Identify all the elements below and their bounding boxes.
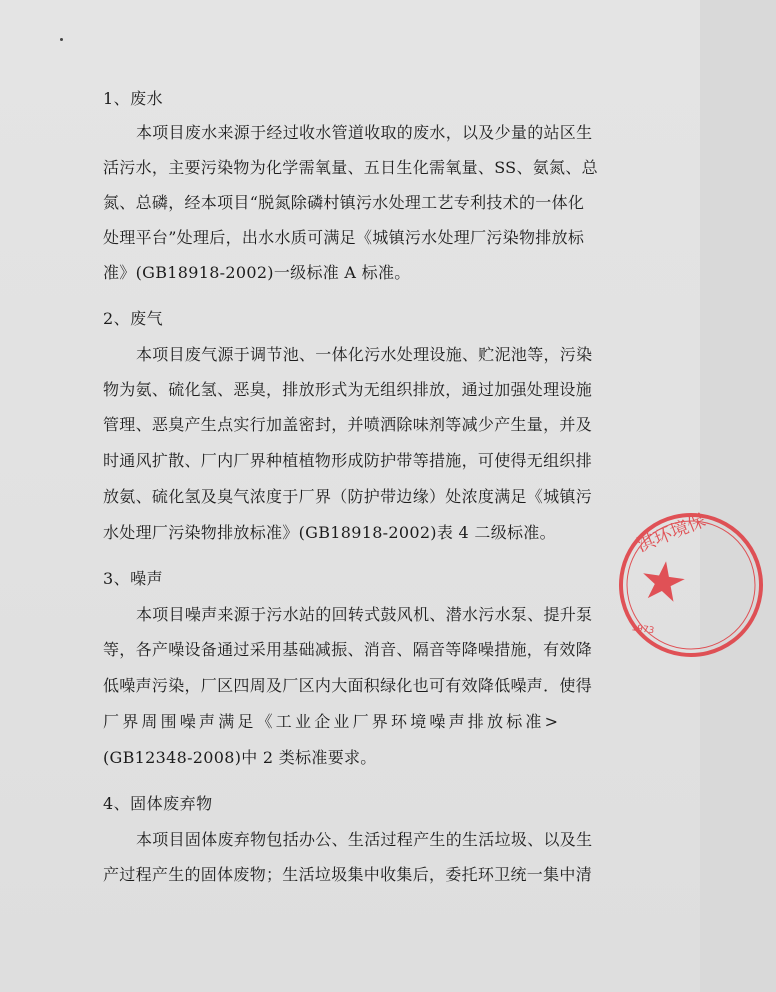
paragraph-line: 产过程产生的固体废物；生活垃圾集中收集后，委托环卫统一集中清	[103, 865, 593, 884]
paragraph-line: 低噪声污染，厂区四周及厂区内大面积绿化也可有效降低噪声．使得	[103, 676, 593, 695]
section-heading-wastewater: 1、废水	[103, 89, 164, 108]
star-icon	[640, 558, 687, 602]
paragraph-line: 处理平台”处理后，出水水质可满足《城镇污水处理厂污染物排放标	[103, 228, 585, 247]
official-seal	[606, 500, 775, 669]
section-heading-exhaust-gas: 2、废气	[103, 309, 164, 328]
paragraph-line: 氮、总磷，经本项目“脱氮除磷村镇污水处理工艺专利技术的一体化	[103, 193, 585, 212]
paragraph-line: 时通风扩散、厂内厂界种植植物形成防护带等措施，可使得无组织排	[103, 451, 593, 470]
paragraph-line: 管理、恶臭产生点实行加盖密封，并喷洒除味剂等减少产生量，并及	[103, 415, 593, 434]
paragraph-line: 本项目废气源于调节池、一体化污水处理设施、贮泥池等，污染	[136, 345, 593, 364]
paragraph-line: 本项目噪声来源于污水站的回转式鼓风机、潜水污水泵、提升泵	[136, 605, 593, 624]
paragraph-line: 本项目废水来源于经过收水管道收取的废水，以及少量的站区生	[136, 123, 593, 142]
section-heading-solid-waste: 4、固体废弃物	[103, 794, 213, 813]
seal-graphic	[606, 500, 775, 669]
paragraph-line: 本项目固体废弃物包括办公、生活过程产生的生活垃圾、以及生	[136, 830, 593, 849]
seal-text: 淇环境保	[634, 510, 709, 557]
paragraph-line: (GB12348-2008)中 2 类标准要求。	[103, 748, 377, 767]
paragraph-line: 水处理厂污染物排放标准》(GB18918-2002)表 4 二级标准。	[103, 523, 556, 542]
speck	[60, 38, 63, 41]
paragraph-line: 物为氨、硫化氢、恶臭，排放形式为无组织排放，通过加强处理设施	[103, 380, 593, 399]
section-heading-noise: 3、噪声	[103, 569, 164, 588]
paragraph-line: 活污水，主要污染物为化学需氧量、五日生化需氧量、SS、氨氮、总	[103, 158, 598, 177]
paragraph-line: 放氨、硫化氢及臭气浓度于厂界（防护带边缘）处浓度满足《城镇污	[103, 487, 593, 506]
paragraph-line: 厂界周围噪声满足《工业企业厂界环境噪声排放标准>	[103, 712, 562, 731]
paragraph-line: 等，各产噪设备通过采用基础减振、消音、隔音等降噪措施，有效降	[103, 640, 593, 659]
paragraph-line: 准》(GB18918-2002)一级标准 A 标准。	[103, 263, 411, 282]
seal-year: 1973	[630, 623, 655, 637]
